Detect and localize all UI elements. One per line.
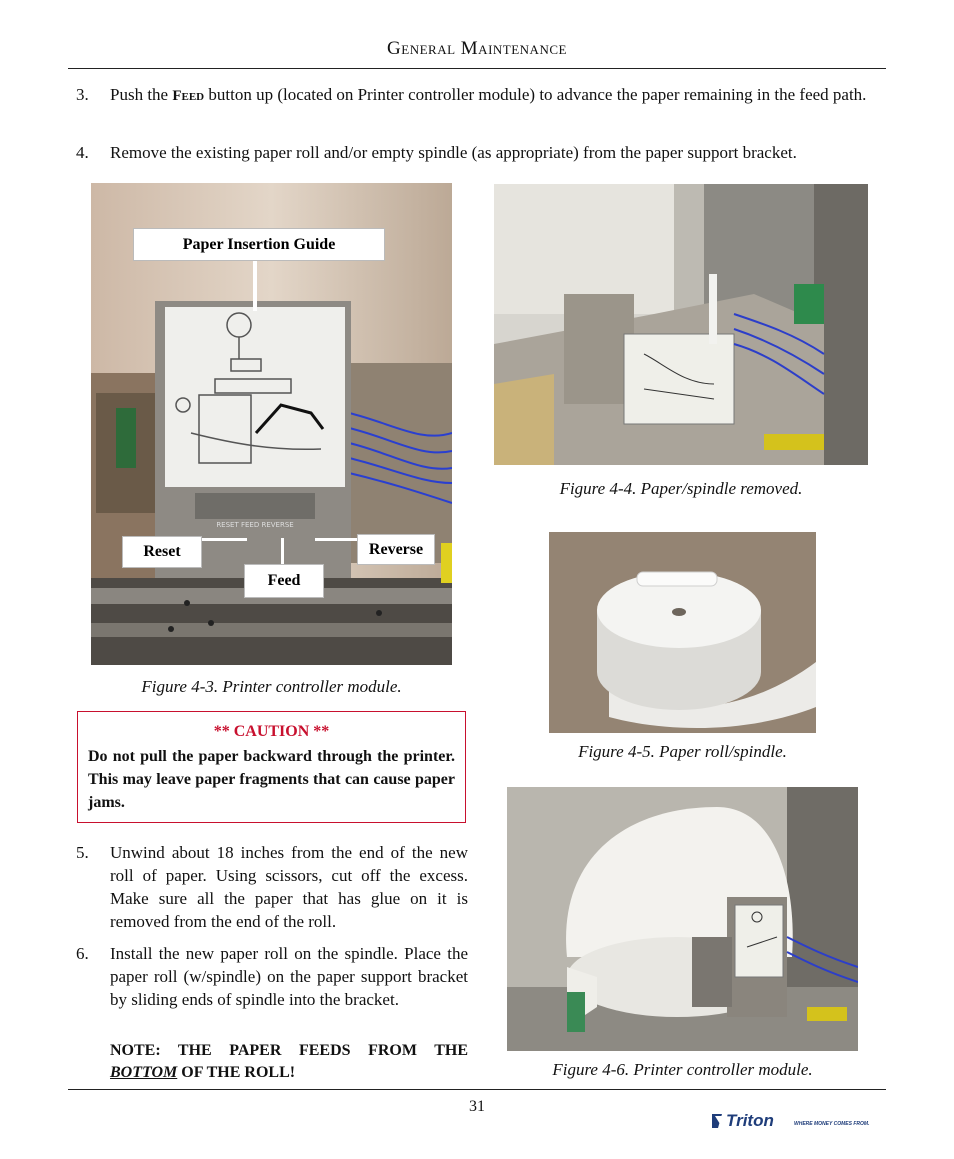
page-header-title [0,38,954,60]
paper-roll-illustration [549,532,816,733]
label-reset: Reset [122,536,202,568]
figure-4-4-caption: Figure 4-4. Paper/spindle removed. [559,479,803,498]
header-title-text: General Maintenance [387,38,567,59]
reverse-leader-line [315,538,360,541]
feed-key-label: Feed [172,88,205,104]
figure-4-5-photo [549,532,816,733]
step-text: Unwind about 18 inches from the end of the new roll of paper. Using scissors, cut off the excess. Make sure all the paper that has glue on it is removed from the end of the roll. [110,843,468,931]
step-text-pre: Push the [110,85,173,104]
triton-tagline: WHERE MONEY COMES FROM. [794,1121,870,1127]
step-number: 3. [76,85,89,104]
step-text-post: button up (located on Printer controller module) to advance the paper remaining in the feed path. [204,85,867,104]
label-feed: Feed [244,564,324,598]
step-number: 6. [76,944,89,963]
note-rest: OF THE ROLL! [177,1064,296,1081]
step-text [110,84,886,107]
note-line-2 [110,1064,295,1081]
caution-box [77,711,466,823]
triton-logo [710,1110,870,1130]
page-number: 31 [469,1098,485,1115]
guide-leader-line [253,259,257,311]
triton-logo-mark [710,1110,870,1130]
footer-rule [68,1089,886,1090]
spindle-removed-illustration [494,184,868,465]
step-text: Remove the existing paper roll and/or empty spindle (as appropriate) from the paper support bracket. [110,143,797,162]
figure-4-3-caption: Figure 4-3. Printer controller module. [141,677,402,696]
label-reverse: Reverse [357,534,435,565]
header-rule [68,68,886,69]
label-paper-insertion-guide: Paper Insertion Guide [133,228,385,261]
caution-body: Do not pull the paper backward through the printer. This may leave paper fragments that can cause paper jams. [88,748,455,811]
step-text: Install the new paper roll on the spindle. Place the paper roll (w/spindle) on the paper support bracket by sliding ends of spindle into the bracket. [110,944,468,1009]
reset-leader-line [199,538,247,541]
caution-title: ** CAUTION ** [213,723,330,740]
step-number: 4. [76,143,89,162]
note-emphasis-bottom: BOTTOM [110,1064,178,1081]
note-paper-feeds [110,1040,468,1084]
printer-module-installed-illustration [507,787,858,1051]
figure-4-6-caption: Figure 4-6. Printer controller module. [552,1060,813,1079]
figure-4-5-caption: Figure 4-5. Paper roll/spindle. [578,742,787,761]
triton-brand-text: Triton [726,1111,774,1130]
panel-button-text: RESET FEED REVERSE [216,521,294,529]
figure-4-4-photo [494,184,868,465]
figure-4-6-photo [507,787,858,1051]
step-number: 5. [76,843,89,862]
note-line-1: NOTE: THE PAPER FEEDS FROM THE [110,1042,468,1059]
